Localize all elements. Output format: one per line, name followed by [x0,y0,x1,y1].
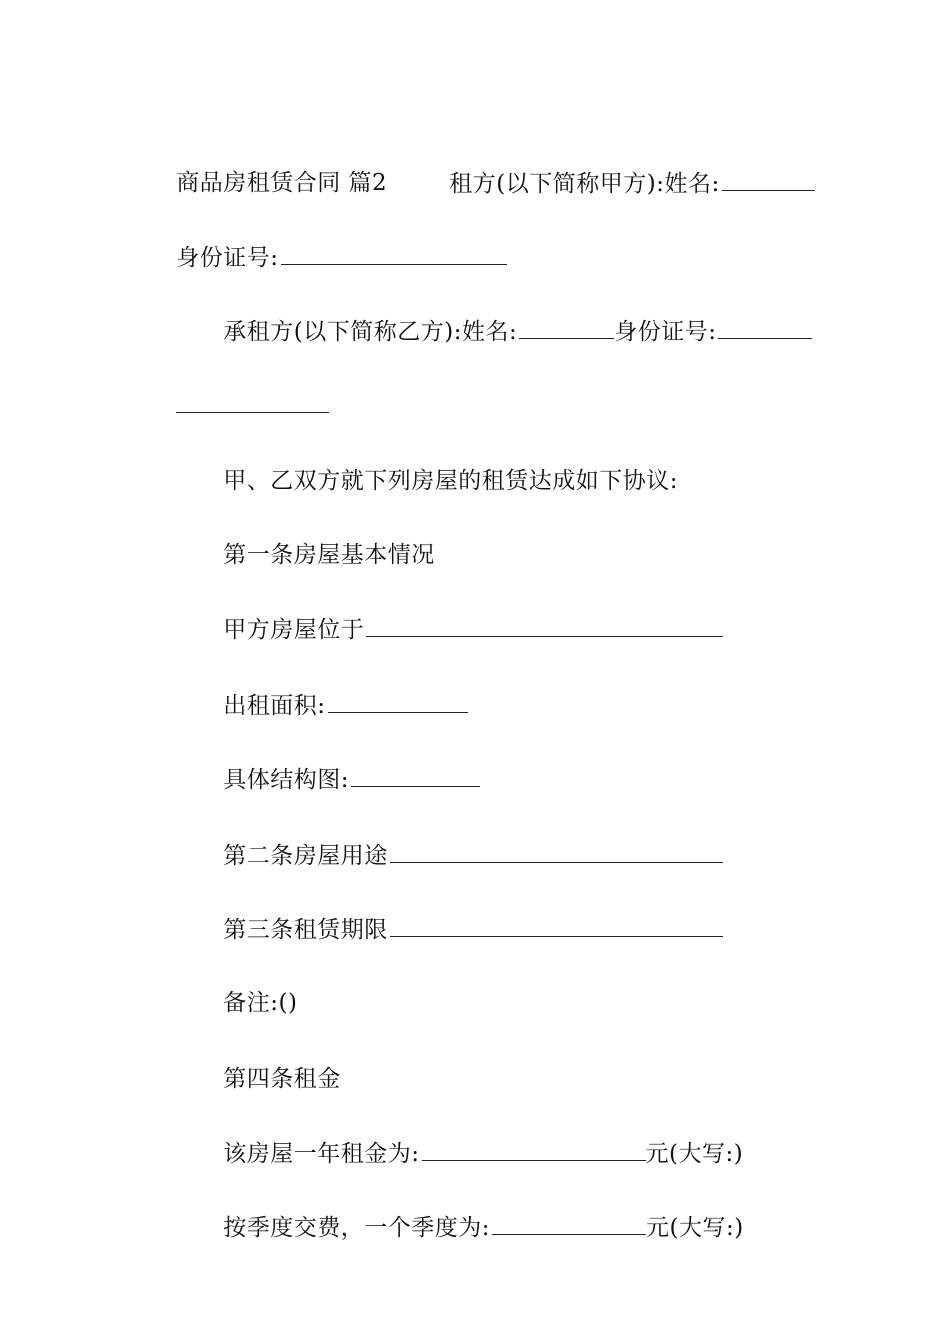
quarterly-rent-label: 按季度交费，一个季度为: [223,1215,490,1241]
annual-rent-blank [422,1138,646,1161]
document-title: 商品房租赁合同 篇2 [176,170,388,196]
property-location-blank [366,614,723,637]
article-3-heading: 第三条租赁期限 [223,917,388,943]
document-line [192,1182,744,1273]
rental-area-blank [328,690,468,713]
article-1-heading: 第一条房屋基本情况 [223,542,435,568]
lessee-name-blank [519,316,614,339]
agreement-intro: 甲、乙双方就下列房屋的租赁达成如下协议: [223,468,678,494]
rental-area-label: 出租面积: [223,693,326,719]
lessor-name-label: 租方(以下简称甲方):姓名: [449,171,720,197]
quarterly-rent-blank [492,1212,646,1235]
article-4-heading: 第四条租金 [223,1066,341,1092]
usage-blank [390,840,723,863]
property-location-label: 甲方房屋位于 [223,617,365,643]
annual-rent-suffix: 元(大写:) [645,1141,744,1167]
quarterly-rent-suffix: 元(大写:) [646,1215,744,1241]
lessor-id-blank [281,242,507,265]
lessor-id-label: 身份证号: [176,245,279,271]
annual-rent-label: 该房屋一年租金为: [223,1141,420,1167]
lessee-name-label: 承租方(以下简称乙方):姓名: [223,319,518,345]
lessor-name-blank [722,168,815,191]
lessee-id-label: 身份证号: [614,319,717,345]
remarks-label: 备注:() [223,990,298,1016]
lessee-id-blank [718,316,812,339]
lessee-id-blank-continued [176,390,329,413]
structure-label: 具体结构图: [223,767,349,793]
structure-blank [351,764,480,787]
term-blank [390,914,723,937]
article-2-heading: 第二条房屋用途 [223,843,388,869]
